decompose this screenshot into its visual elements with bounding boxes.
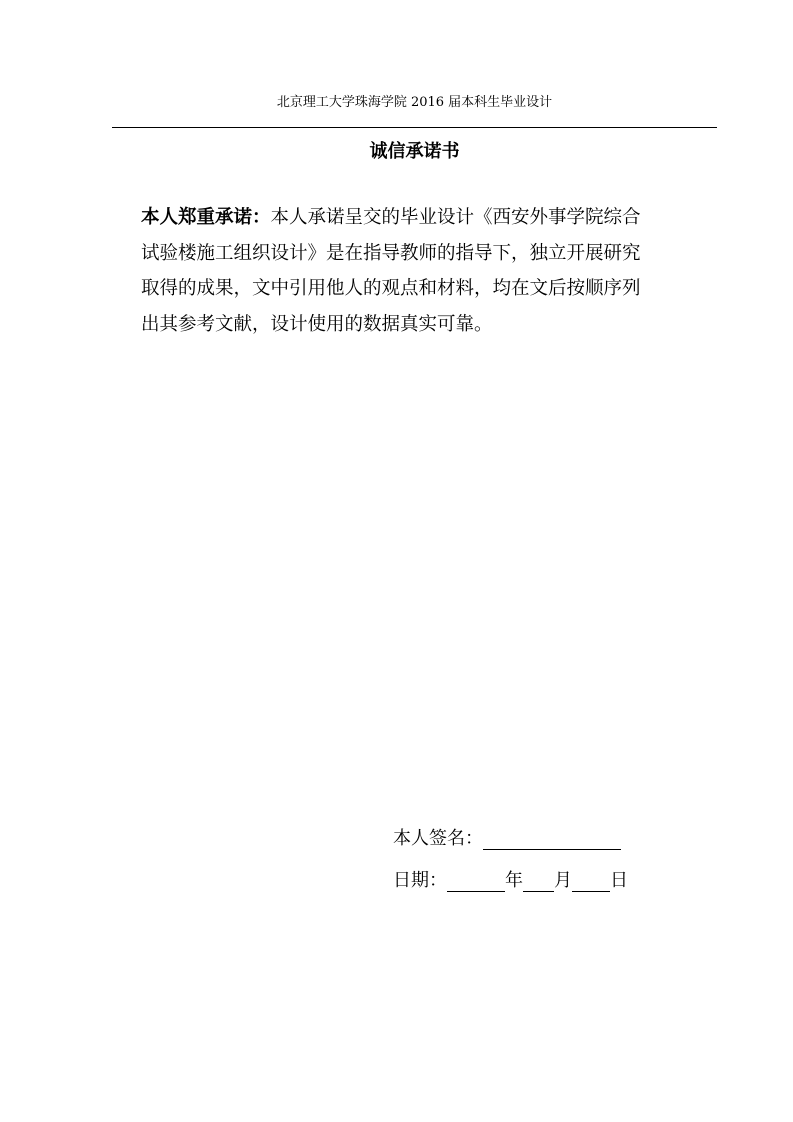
date-row — [393, 870, 628, 892]
signature-row — [393, 828, 628, 850]
header-divider — [112, 127, 717, 128]
year-blank-line[interactable] — [447, 873, 505, 892]
month-blank-line[interactable] — [523, 873, 554, 892]
signature-blank-line[interactable] — [483, 831, 621, 850]
pledge-paragraph — [141, 200, 689, 342]
day-label: 日 — [610, 870, 628, 891]
pledge-text: 本人承诺呈交的毕业设计《西安外事学院综合 — [270, 207, 641, 228]
date-label: 日期： — [393, 870, 447, 891]
day-blank-line[interactable] — [572, 873, 610, 892]
month-label: 月 — [554, 870, 572, 891]
signature-block — [393, 828, 628, 892]
page-title: 诚信承诺书 — [369, 141, 460, 162]
signature-label: 本人签名： — [393, 828, 483, 849]
pledge-line-3: 取得的成果，文中引用他人的观点和材料，均在文后按顺序列 — [141, 278, 641, 299]
pledge-line-2: 试验楼施工组织设计》是在指导教师的指导下，独立开展研究 — [141, 242, 641, 264]
page-header: 北京理工大学珠海学院 2016 届本科生毕业设计 — [276, 95, 553, 110]
year-label: 年 — [505, 870, 523, 891]
pledge-line-1 — [141, 200, 689, 236]
pledge-lead: 本人郑重承诺： — [141, 207, 271, 228]
pledge-line-4: 出其参考文献，设计使用的数据真实可靠。 — [141, 313, 493, 335]
